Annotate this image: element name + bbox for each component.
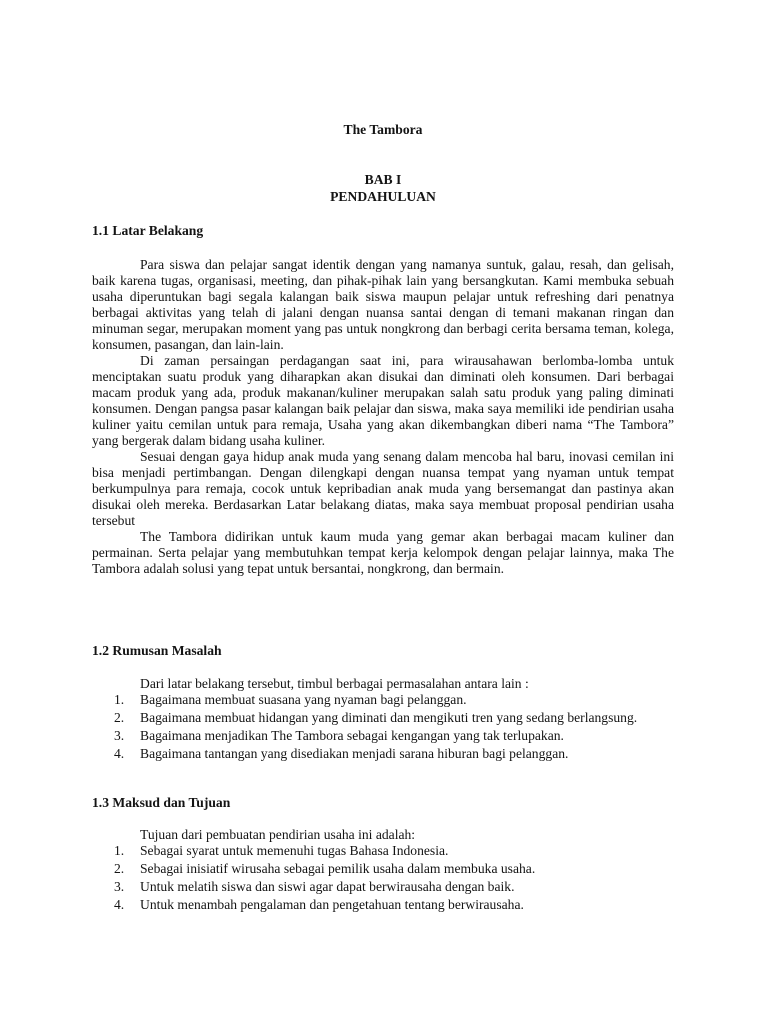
section-body-maksud-tujuan (92, 827, 674, 915)
chapter-title: PENDAHULUAN (330, 189, 436, 204)
section-heading-rumusan-masalah: 1.2 Rumusan Masalah (92, 643, 222, 658)
list-text: Untuk melatih siswa dan siswi agar dapat berwirausaha dengan baik. (140, 879, 515, 894)
list-number: 2. (114, 861, 125, 876)
paragraph: Di zaman persaingan perdagangan saat ini, para wirausahawan berlomba-lomba untuk menciptakan suatu produk yang diharapkan akan disukai dan diminati oleh konsumen. Dari berbagai macam produk yang ada, produk makanan/kuliner merupakan salah satu produk yang paling diminati konsumen. Dengan pangsa pasar kalangan baik pelajar dan siswa, maka saya memiliki ide pendirian usaha kuliner yaitu cemilan untuk para remaja, Usaha yang akan dikembangkan diberi nama “The Tambora” yang bergerak dalam bidang usaha kuliner. (92, 353, 674, 448)
list-number: 3. (114, 879, 125, 894)
list-text: Bagaimana membuat hidangan yang diminati dan mengikuti tren yang sedang berlangsung. (140, 710, 638, 725)
list-text: Untuk menambah pengalaman dan pengetahuan tentang berwirausaha. (140, 897, 524, 912)
section-heading-latar-belakang: 1.1 Latar Belakang (92, 223, 204, 238)
paragraph: Para siswa dan pelajar sangat identik dengan yang namanya suntuk, galau, resah, dan gelisah, baik karena tugas, organisasi, meeting, dan pihak-pihak lain yang bersangkutan. Kami membuka sebuah usaha diperuntukan bagi segala kalangan baik siswa maupun pelajar untuk refreshing dari penatnya berbagai aktivitas yang telah di jalani dengan nuansa santai dengan di temani makanan ringan dan minuman segar, merupakan moment yang pas untuk nongkrong dan berbagi cerita bersama teman, kolega, konsumen, pasangan, dan lain-lain. (92, 257, 674, 352)
list-item (92, 843, 674, 859)
paragraph: Sesuai dengan gaya hidup anak muda yang senang dalam mencoba hal baru, inovasi cemilan ini bisa menjadi pertimbangan. Dengan dilengkapi dengan nuansa tempat yang nyaman untuk tempat berkumpulnya para remaja, cocok untuk kepribadian anak muda yang bersemangat dan pastinya akan disukai oleh mereka. Berdasarkan Latar belakang diatas, maka saya membuat proposal pendirian usaha tersebut (92, 449, 674, 528)
list-text: Bagaimana menjadikan The Tambora sebagai kengangan yang tak terlupakan. (140, 728, 564, 743)
list-number: 2. (114, 710, 125, 725)
chapter-number: BAB I (364, 172, 402, 187)
list-number: 1. (114, 843, 125, 858)
list-text: Bagaimana tantangan yang disediakan menjadi sarana hiburan bagi pelanggan. (140, 746, 569, 761)
list-number: 1. (114, 692, 125, 707)
numbered-list (92, 843, 674, 913)
list-item (92, 746, 674, 762)
list-number: 3. (114, 728, 125, 743)
list-intro: Dari latar belakang tersebut, timbul berbagai permasalahan antara lain : (140, 676, 529, 691)
list-text: Bagaimana membuat suasana yang nyaman bagi pelanggan. (140, 692, 467, 707)
list-item (92, 710, 674, 726)
list-text: Sebagai inisiatif wirusaha sebagai pemilik usaha dalam membuka usaha. (140, 861, 536, 876)
chapter-heading (92, 172, 674, 206)
list-item (92, 692, 674, 708)
document-page (92, 0, 674, 1024)
numbered-list (92, 692, 674, 762)
list-text: Sebagai syarat untuk memenuhi tugas Bahasa Indonesia. (140, 843, 449, 858)
section-body-rumusan-masalah (92, 676, 674, 764)
list-number: 4. (114, 897, 125, 912)
list-number: 4. (114, 746, 125, 761)
document-title: The Tambora (343, 122, 423, 137)
list-item (92, 728, 674, 744)
paragraph: The Tambora didirikan untuk kaum muda yang gemar akan berbagai macam kuliner dan permainan. Serta pelajar yang membutuhkan tempat kerja kelompok dengan pelajar lainnya, maka The Tambora adalah solusi yang tepat untuk bersantai, nongkrong, dan bermain. (92, 529, 674, 576)
list-intro: Tujuan dari pembuatan pendirian usaha ini adalah: (140, 827, 416, 842)
list-item (92, 879, 674, 895)
section-body-latar-belakang (92, 257, 674, 577)
section-heading-maksud-tujuan: 1.3 Maksud dan Tujuan (92, 795, 231, 810)
list-item (92, 861, 674, 877)
list-item (92, 897, 674, 913)
